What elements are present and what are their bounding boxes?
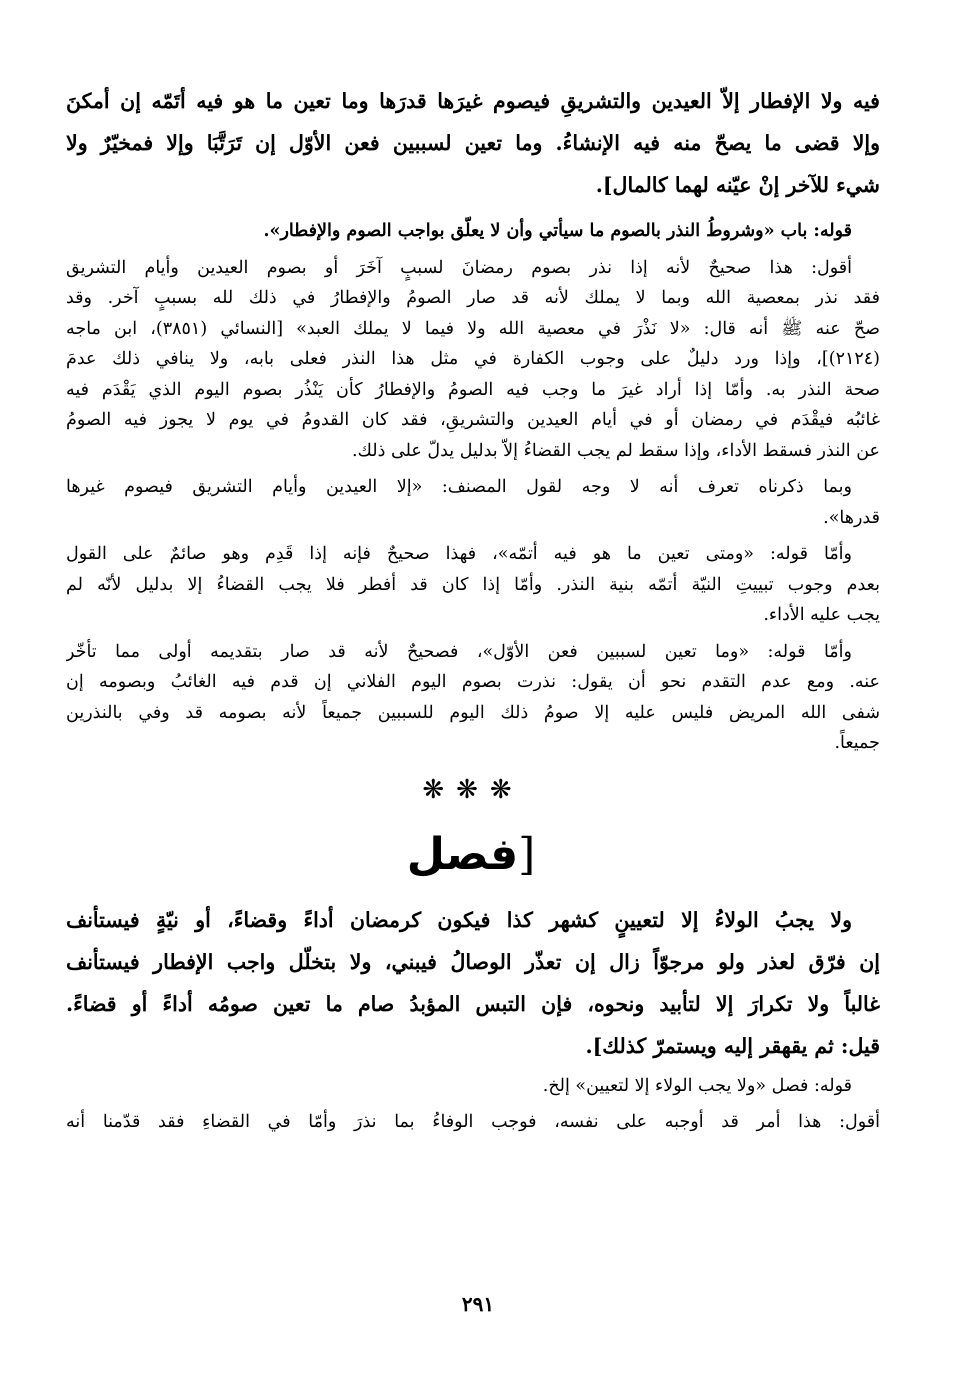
matn-line: فيه ولا الإفطار إلاّ العيدين والتشريقِ فيصوم غيرَها قدرَها وما تعين ما هو فيه أتَمّه إن أمكنَ — [66, 89, 880, 113]
commentary-line: جميعاً. — [834, 733, 880, 753]
commentary-line: يجب عليه الأداء. — [763, 605, 880, 625]
commentary-2 — [66, 1071, 880, 1138]
section-separator: ❋❋❋ — [422, 774, 524, 805]
commentary-line: وبما ذكرناه تعرف أنه لا وجه لقول المصنف: «إلا العيدين وأيام التشريق فيصوم غيرها — [66, 477, 852, 497]
commentary-line: صحّ عنه ﷺ أنه قال: «لا نَذْرَ في معصية الله ولا فيما لا يملك العبد» [النسائي (٣٨٥١)، ابن ماجه — [66, 318, 880, 339]
commentary-line: وأمّا قوله: «وما تعين لسببين فعن الأوّل»، فصحيحٌ لأنه قد صار بتقديمه أولى مما تأخّر — [66, 641, 852, 662]
commentary-line: أقول: هذا أمر قد أوجبه على نفسه، فوجب الوفاءُ بما نذرَ وأمّا في القضاءِ فقد قدّمنا أنه — [66, 1112, 880, 1132]
commentary-line: عنه. ومع عدم التقدم نحو أن يقول: نذرت بصوم اليوم الفلاني إن قدم فيه الغائبُ وبصومه إن — [66, 672, 880, 692]
page-number: ٢٩١ — [461, 1292, 495, 1316]
matn-line: إن فرّق لعذر ولو مرجوّاً زال إن تعذّر الوصالُ فيبني، ولا بتخلّل واجب الإفطار فيستأنف — [66, 949, 880, 974]
commentary-paragraph — [66, 637, 880, 759]
qawluh-paragraph — [66, 1071, 852, 1102]
matn-line: غالباً ولا تكرارَ إلا لتأبيد ونحوه، فإن التبس المؤبدُ صام ما تعين صومُه أداءً أو قضاءً. — [66, 991, 880, 1016]
commentary-line: قوله: باب «وشروطُ النذر بالصوم ما سيأتي وأن لا يعلّق بواجب الصوم والإفطار». — [263, 221, 852, 241]
aqul-paragraph — [66, 253, 880, 467]
commentary-line: أقول: هذا صحيحٌ لأنه إذا نذر بصوم رمضانَ لسببٍ آخَرَ أو بصوم العيدين وأيام التشريق — [66, 257, 852, 278]
matn-line: وإلا قضى ما يصحّ منه فيه الإنشاءُ. وما تعين لسببين فعن الأوّل إن تَرَتَّبَا وإلا فمخيّرٌ ولا — [66, 131, 880, 155]
matn-line: شيء للآخر إنْ عيّنه لهما كالمال]. — [595, 173, 880, 197]
commentary-line: غائبُه فيقْدَم في رمضان أو في أيام العيدين والتشريقِ، فقد كان القدومُ في يوم لا يجوز فيه الصومُ — [66, 410, 880, 430]
commentary-line: قدرها». — [823, 507, 880, 528]
commentary-paragraph — [66, 539, 880, 631]
commentary-line: صحة النذر به. وأمّا إذا أراد غيرَ ما وجب فيه الصومُ والإفطارُ كأن يَنْذُر بصوم اليوم الذي يَقْدَم فيه — [66, 379, 880, 400]
section-title: فصل — [406, 828, 519, 880]
matn-block-2 — [66, 899, 880, 1067]
commentary-line: عن النذر فسقط الأداء، وإذا سقط لم يجب القضاءُ إلاّ بدليل يدلّ على ذلك. — [351, 440, 880, 461]
commentary — [66, 216, 880, 759]
matn-line: ولا يجبُ الولاءُ إلا لتعيينٍ كشهر كذا فيكون كرمضان أداءً وقضاءً، أو نيّةٍ فيستأنف — [66, 907, 852, 932]
commentary-line: قوله: فصل «ولا يجب الولاء إلا لتعيين» إلخ. — [542, 1075, 852, 1096]
matn-line: قيل: ثم يقهقر إليه ويستمرّ كذلك]. — [585, 1033, 880, 1058]
commentary-line: وأمّا قوله: «ومتى تعين ما هو فيه أتمّه»، فهذا صحيحٌ فإنه إذا قَدِم وهو صائمٌ على القول — [66, 544, 852, 564]
commentary-line: بعدم وجوب تبييتِ النيّة أتمّه بنية النذر. وأمّا إذا كان قد أفطر فلا يجب القضاءُ إلا بدليل لأنّه لم — [66, 574, 880, 595]
section-heading — [66, 819, 880, 891]
commentary-line: فقد نذر بمعصية الله وبما لا يملك لأنه قد صار الصومُ والإفطارُ في ذلك لله بسببٍ آخر. وقد — [66, 288, 880, 308]
opening-bracket: [ — [518, 828, 536, 880]
aqul-paragraph — [66, 1107, 880, 1138]
commentary-line: (٢١٢٤)]، وإذا ورد دليلٌ على وجوب الكفارة في مثل هذا النذر فعلى بابه، ولا ينافي ذلك عدمَ — [66, 349, 880, 369]
commentary-paragraph — [66, 472, 880, 533]
qawluh-paragraph — [66, 216, 852, 247]
matn-block-1 — [66, 80, 880, 206]
commentary-line: شفى الله المريض فليس عليه إلا صومُ ذلك اليوم للسببين جميعاً لأنه بصومه قد وفي بالنذرين — [66, 702, 880, 723]
